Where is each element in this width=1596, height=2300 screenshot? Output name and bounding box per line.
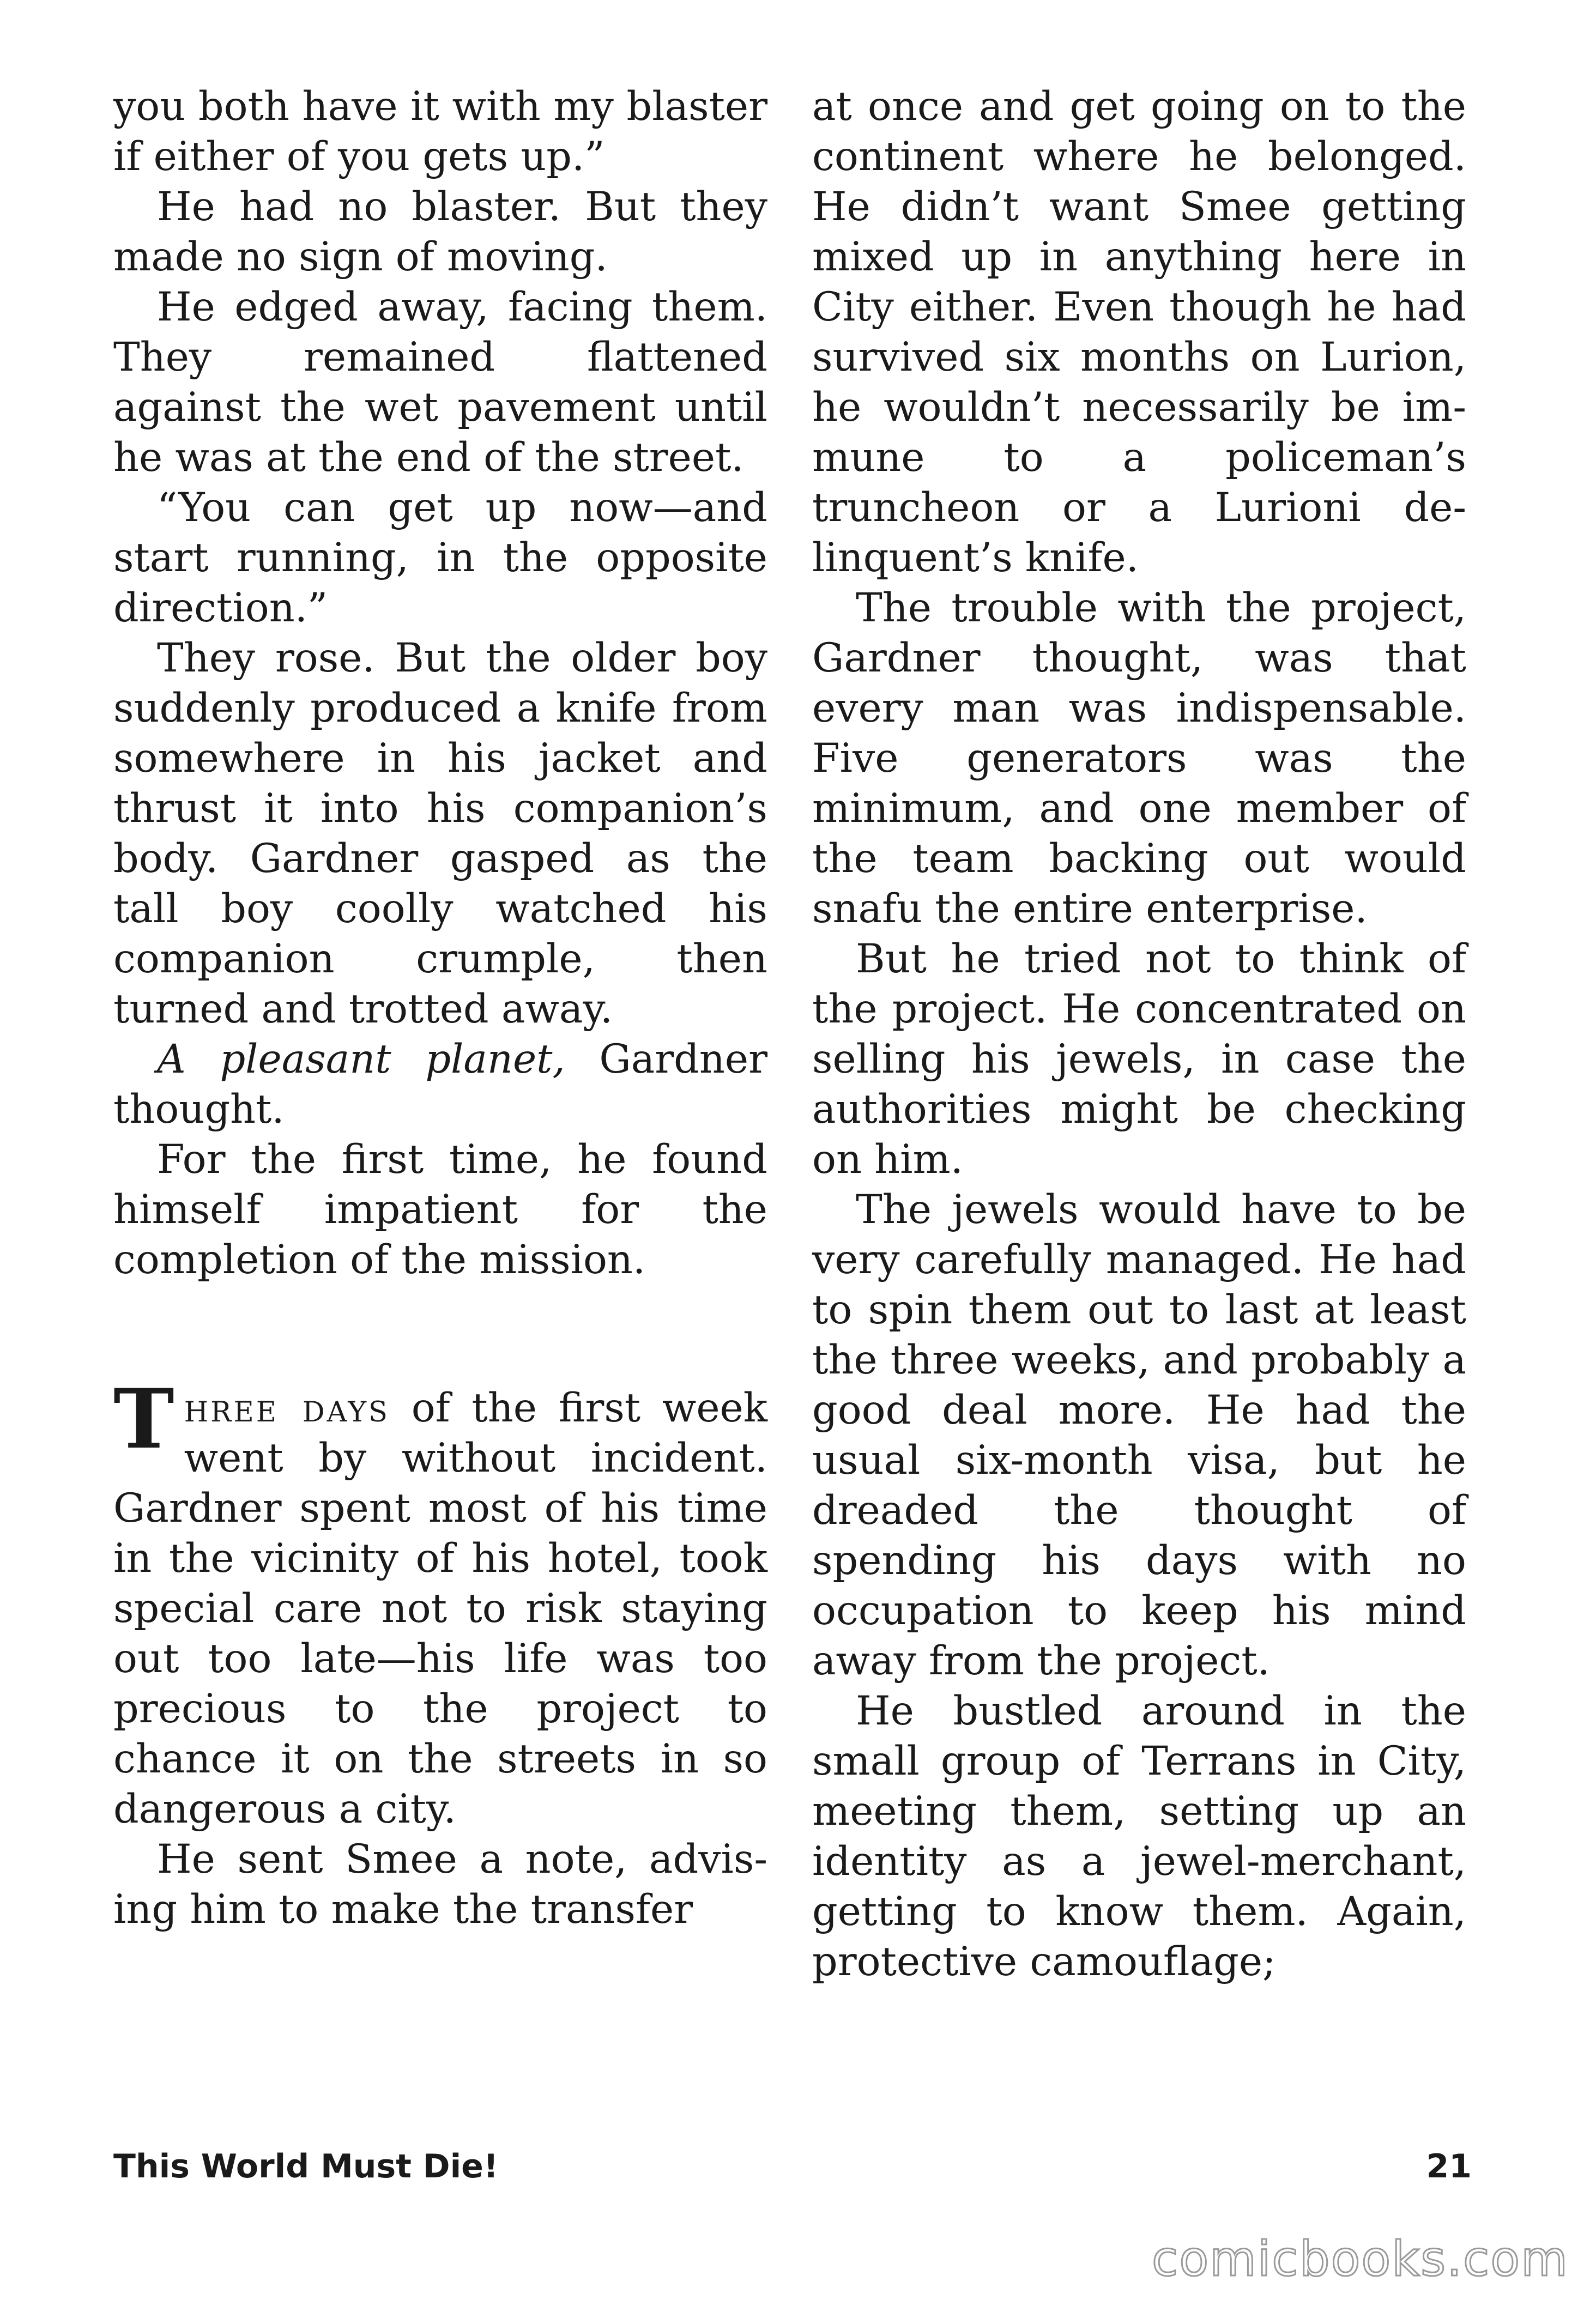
paragraph: The jewels would have to be very carefully managed. He had to spin them out to last at least the three weeks, and probably a good deal more. He had the usual six-month visa, but he dreaded the thought of spending his days with no occupation to keep his mind away from the project. [812,1187,1466,1684]
section-opening-paragraph [113,1371,767,1835]
running-footer-title: This World Must Die! [113,2147,499,2186]
paragraph: He sent Smee a note, advising him to make the transfer [113,1836,767,1933]
paragraph: He had no blaster. But they made no sign of moving. [113,184,767,280]
small-caps-lead: hree days [184,1385,390,1431]
paragraph: at once and get going on to the continent where he belonged. He didn’t want Smee getting mixed up in anything here in City either. Even though he had survived six months on Lurion, he wouldn’t necessarily be immune to a policeman’s truncheon or a Lurioni delinquent’s knife. [812,83,1466,581]
drop-cap: T [113,1371,174,1467]
paragraph: He bustled around in the small group of Terrans in City, meeting them, setting up an identity as a jewel-merchant, getting to know them. Again, protective camouflage; [812,1688,1466,1985]
page-number: 21 [1426,2147,1472,2186]
site-watermark: comicbooks.com [1151,2231,1569,2287]
paragraph: He edged away, facing them. They remained flattened against the wet pavement until he was at the end of the street. [113,284,767,481]
paragraph: you both have it with my blaster if either of you gets up.” [113,83,767,180]
paragraph-text: Gardner thought. [113,1036,767,1133]
paragraph [113,1034,767,1135]
paragraph: For the first time, he found himself impatient for the completion of the mission. [113,1136,767,1283]
left-text-column [113,82,767,1935]
paragraph-text: of the first week went by without incident. Gardner spent most of his time in the vicinity of his hotel, took special care not to risk staying out too late—his life was too precious to the project to chance it on the streets in so dangerous a city. [113,1385,767,1832]
paragraph: “You can get up now—and start running, in the opposite direction.” [113,485,767,631]
italic-phrase: A pleasant planet, [157,1036,565,1082]
right-text-column [812,82,1466,1987]
paragraph: They rose. But the older boy suddenly produced a knife from somewhere in his jacket and thrust it into his companion’s body. Gardner gasped as the tall boy coolly watched his companion crumple, then turned and trotted away. [113,635,767,1032]
paragraph: The trouble with the project, Gardner thought, was that every man was indispensable. Five generators was the minimum, and one member of the team backing out would snafu the entire enterprise. [812,585,1466,932]
section-break [113,1285,767,1383]
paragraph: But he tried not to think of the project. He concentrated on selling his jewels, in case the authorities might be checking on him. [812,936,1466,1183]
